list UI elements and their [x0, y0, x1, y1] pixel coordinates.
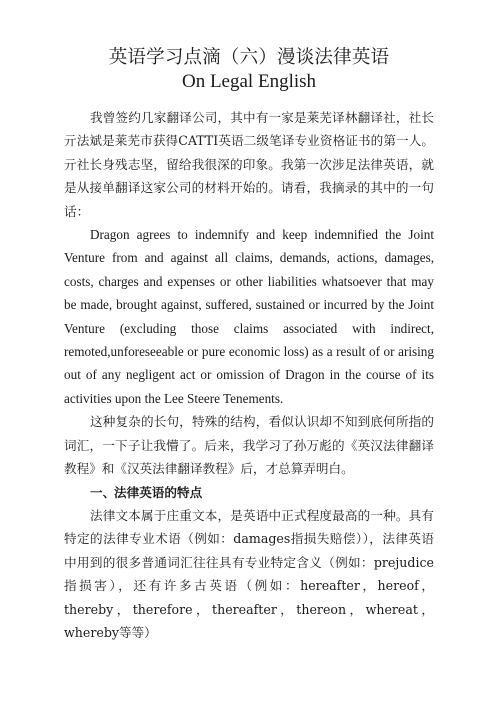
- reflection-paragraph: 这种复杂的长句，特殊的结构，看似认识却不知到底何所指的词汇，一下子让我懵了。后来，我学习了孙万彪的《英汉法律翻译教程》和《汉英法律翻译教程》后，才总算弄明白。: [64, 414, 434, 477]
- intro-paragraph: 我曾签约几家翻译公司，其中有一家是莱芜译林翻译社，社长亓法斌是莱芜市获得CATTI英语二级笔译专业资格证书的第一人。亓社长身残志坚，留给我很深的印象。我第一次涉足法律英语，就是从接单翻译这家公司的材料开始的。请看，我摘录的其中的一句话：: [64, 110, 434, 219]
- section-title: 法律英语的特点: [114, 484, 203, 500]
- document-title-chinese: 英语学习点滴（六）漫谈法律英语: [108, 47, 390, 68]
- section-number: 一、: [90, 484, 116, 500]
- quoted-contract-clause: Dragon agrees to indemnify and keep indemnified the Joint Venture from and against all claims, demands, actions, damages, costs, charges and expenses or other liabilities whatsoever that may be made, brought against, suffered, sustained or incurred by the Joint Venture (excluding those claims associated with indirect, remoted,unforeseeable or pure economic loss) as a result of or arising out of any negligent act or omission of Dragon in the course of its activities upon the Lee Steere Tenements.: [64, 227, 434, 406]
- features-paragraph: 法律文本属于庄重文本，是英语中正式程度最高的一种。具有特定的法律专业术语（例如：damages指损失赔偿）），法律英语中用到的很多普通词汇往往具有专业特定含义（例如：prejudice指损害），还有许多古英语（例如：hereafter，hereof，thereby，therefore，thereafter，thereon，whereat，whereby等等）: [64, 507, 434, 640]
- document-title-english: On Legal English: [181, 71, 317, 92]
- section-heading: [64, 481, 434, 504]
- document-page: [64, 46, 434, 644]
